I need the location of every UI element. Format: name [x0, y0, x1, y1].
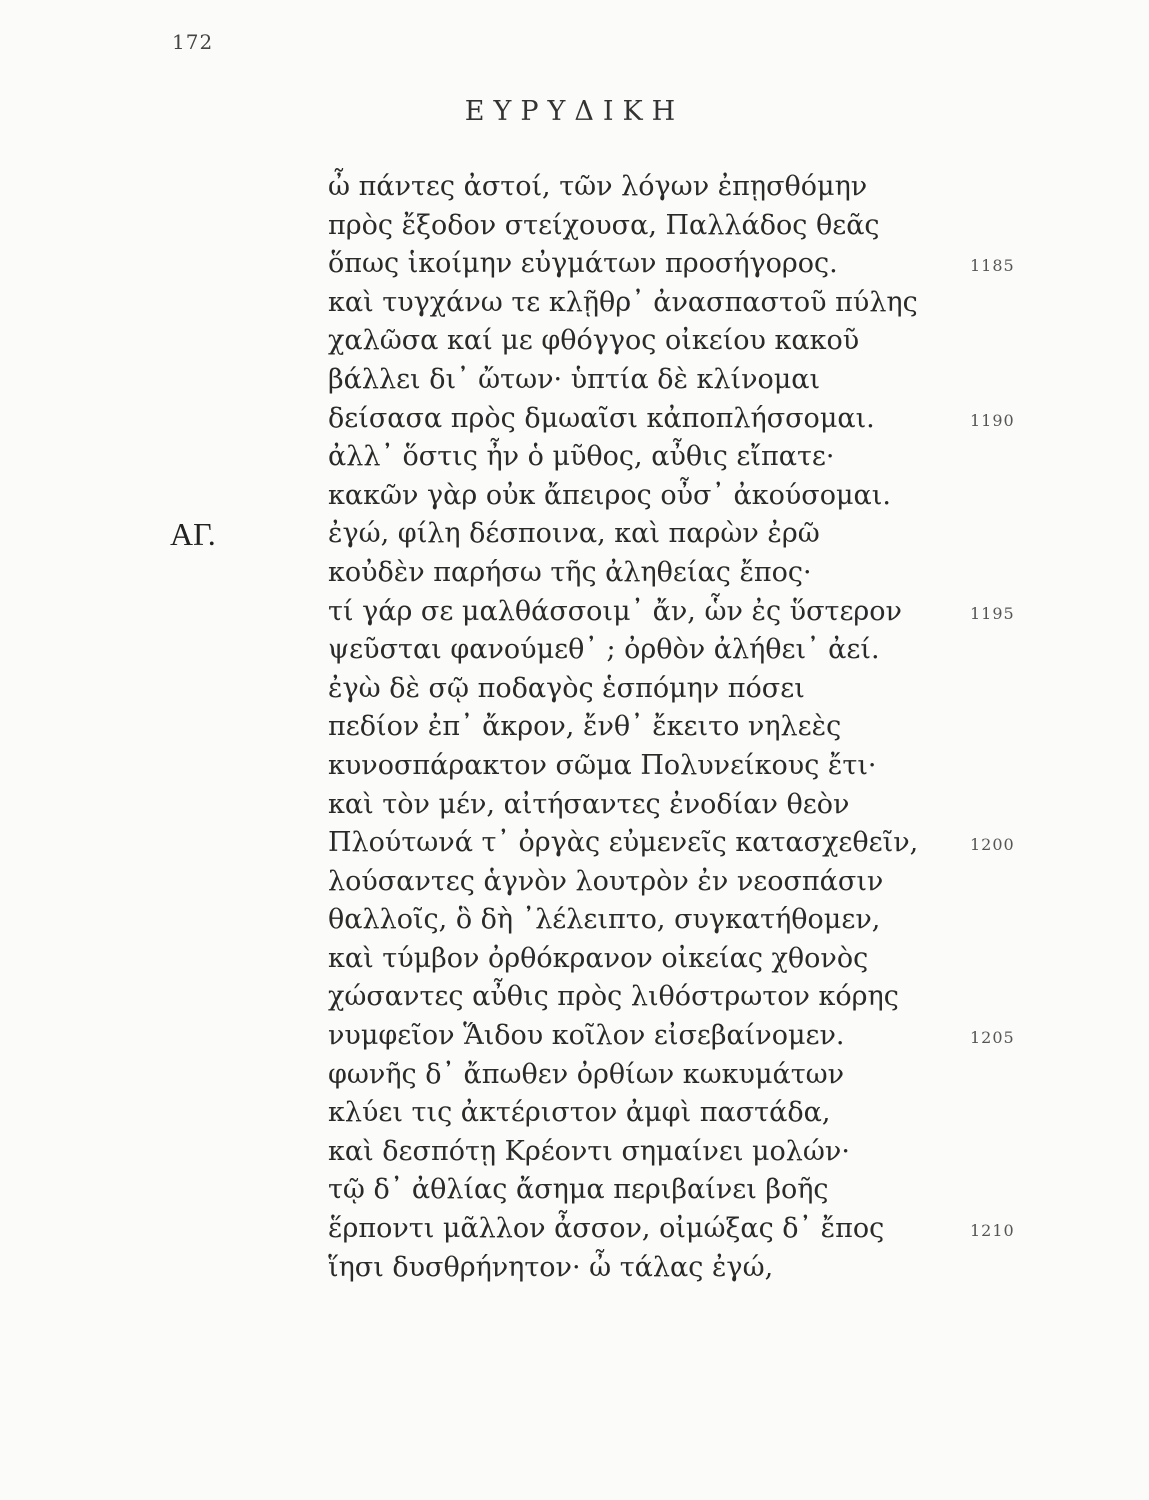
verse-line: [328, 901, 1048, 940]
verse-text: βάλλει δι᾽ ὤτων· ὑπτία δὲ κλίνομαι: [328, 363, 821, 395]
verse-text: καὶ τυγχάνω τε κλῇθρ᾽ ἀνασπαστοῦ πύλης: [328, 286, 918, 318]
verse-text: τῷ δ᾽ ἀθλίας ἄσημα περιβαίνει βοῆς: [328, 1174, 829, 1206]
verse-line: [328, 361, 1048, 400]
line-number: 1200: [970, 835, 1015, 855]
verse-text: ἐγὼ δὲ σῷ ποδαγὸς ἑσπόμην πόσει: [328, 672, 805, 704]
page-number: 172: [172, 30, 214, 54]
verse-line: [328, 1056, 1048, 1095]
verse-line: [328, 322, 1048, 361]
verse-text: χαλῶσα καί με φθόγγος οἰκείου κακοῦ: [328, 325, 860, 357]
verse-line: [328, 245, 1048, 284]
line-number: 1210: [970, 1221, 1015, 1241]
verse-line: [328, 786, 1048, 825]
verse-line: [328, 824, 1048, 863]
verse-text: νυμφεῖον Ἅιδου κοῖλον εἰσεβαίνομεν.: [328, 1020, 845, 1052]
verse-line: [328, 593, 1048, 632]
verse-line: [170, 515, 1048, 554]
verse-line: [328, 284, 1048, 323]
verse-text: θαλλοῖς, ὃ δὴ ᾽λέλειπτο, συγκατήθομεν,: [328, 904, 881, 936]
verse-line: [328, 477, 1048, 516]
verse-text: ἀλλ᾽ ὅστις ἦν ὁ μῦθος, αὖθις εἴπατε·: [328, 441, 835, 473]
verse-text: κλύει τις ἀκτέριστον ἀμφὶ παστάδα,: [328, 1097, 831, 1129]
verse-line: [328, 631, 1048, 670]
verse-line: [328, 940, 1048, 979]
verse-text: ἵησι δυσθρήνητον· ὦ τάλας ἐγώ,: [328, 1251, 774, 1283]
verse-line: [328, 1017, 1048, 1056]
verse-text: χώσαντες αὖθις πρὸς λιθόστρωτον κόρης: [328, 981, 899, 1013]
verse-line: [328, 1249, 1048, 1288]
verse-text: πρὸς ἔξοδον στείχουσα, Παλλάδος θεᾶς: [328, 209, 880, 241]
verse-text: ὦ πάντες ἀστοί, τῶν λόγων ἐπῃσθόμην: [328, 171, 868, 202]
line-number: 1195: [970, 603, 1015, 623]
verse-line: [328, 207, 1048, 246]
running-head: ΕΥΡΥΔΙΚΗ: [464, 96, 685, 127]
verse-text: ὅπως ἱκοίμην εὐγμάτων προσήγορος.: [328, 248, 838, 280]
verse-text: λούσαντες ἁγνὸν λουτρὸν ἐν νεοσπάσιν: [328, 865, 884, 897]
verse-line: [328, 670, 1048, 709]
verse-line: [328, 168, 1048, 207]
verse-text: κακῶν γὰρ οὐκ ἄπειρος οὖσ᾽ ἀκούσομαι.: [328, 479, 891, 511]
verse-text: καὶ τύμβον ὀρθόκρανον οἰκείας χθονὸς: [328, 942, 869, 974]
verse-text: φωνῆς δ᾽ ἄπωθεν ὀρθίων κωκυμάτων: [328, 1058, 845, 1090]
verse-text: ψεῦσται φανούμεθ᾽ ; ὀρθὸν ἀλήθει᾽ ἀεί.: [328, 634, 880, 666]
line-number: 1205: [970, 1028, 1015, 1048]
verse-text: δείσασα πρὸς δμωαῖσι κἀποπλήσσομαι.: [328, 402, 875, 434]
verse-text: καὶ δεσπότῃ Κρέοντι σημαίνει μολών·: [328, 1135, 850, 1167]
verse-text: πεδίον ἐπ᾽ ἄκρον, ἔνθ᾽ ἔκειτο νηλεὲς: [328, 711, 842, 743]
verse-line: [328, 400, 1048, 439]
verse-line: [328, 747, 1048, 786]
verse-text: Πλούτωνά τ᾽ ὀργὰς εὐμενεῖς κατασχεθεῖν,: [328, 827, 919, 859]
verse-line: [328, 1210, 1048, 1249]
verse-text: κυνοσπάρακτον σῶμα Πολυνείκους ἔτι·: [328, 749, 877, 781]
verse-line: [328, 978, 1048, 1017]
verse-line: [328, 708, 1048, 747]
line-number: 1190: [970, 410, 1015, 430]
verse-line: [328, 554, 1048, 593]
verse-line: [328, 1094, 1048, 1133]
verse-line: [328, 863, 1048, 902]
verse-block: [170, 168, 1048, 1287]
verse-text: κοὐδὲν παρήσω τῆς ἀληθείας ἔπος·: [328, 556, 812, 588]
verse-line: [328, 1171, 1048, 1210]
verse-line: [328, 1133, 1048, 1172]
speaker-label: ΑΓ.: [170, 516, 216, 553]
verse-text: ἐγώ, φίλη δέσποινα, καὶ παρὼν ἐρῶ: [328, 518, 820, 550]
verse-text: ἕρποντι μᾶλλον ἆσσον, οἰμώξας δ᾽ ἔπος: [328, 1213, 885, 1245]
line-number: 1185: [970, 256, 1015, 276]
verse-text: καὶ τὸν μέν, αἰτήσαντες ἐνοδίαν θεὸν: [328, 788, 850, 820]
verse-text: τί γάρ σε μαλθάσσοιμ᾽ ἄν, ὧν ἐς ὕστερον: [328, 595, 902, 627]
verse-line: [328, 438, 1048, 477]
